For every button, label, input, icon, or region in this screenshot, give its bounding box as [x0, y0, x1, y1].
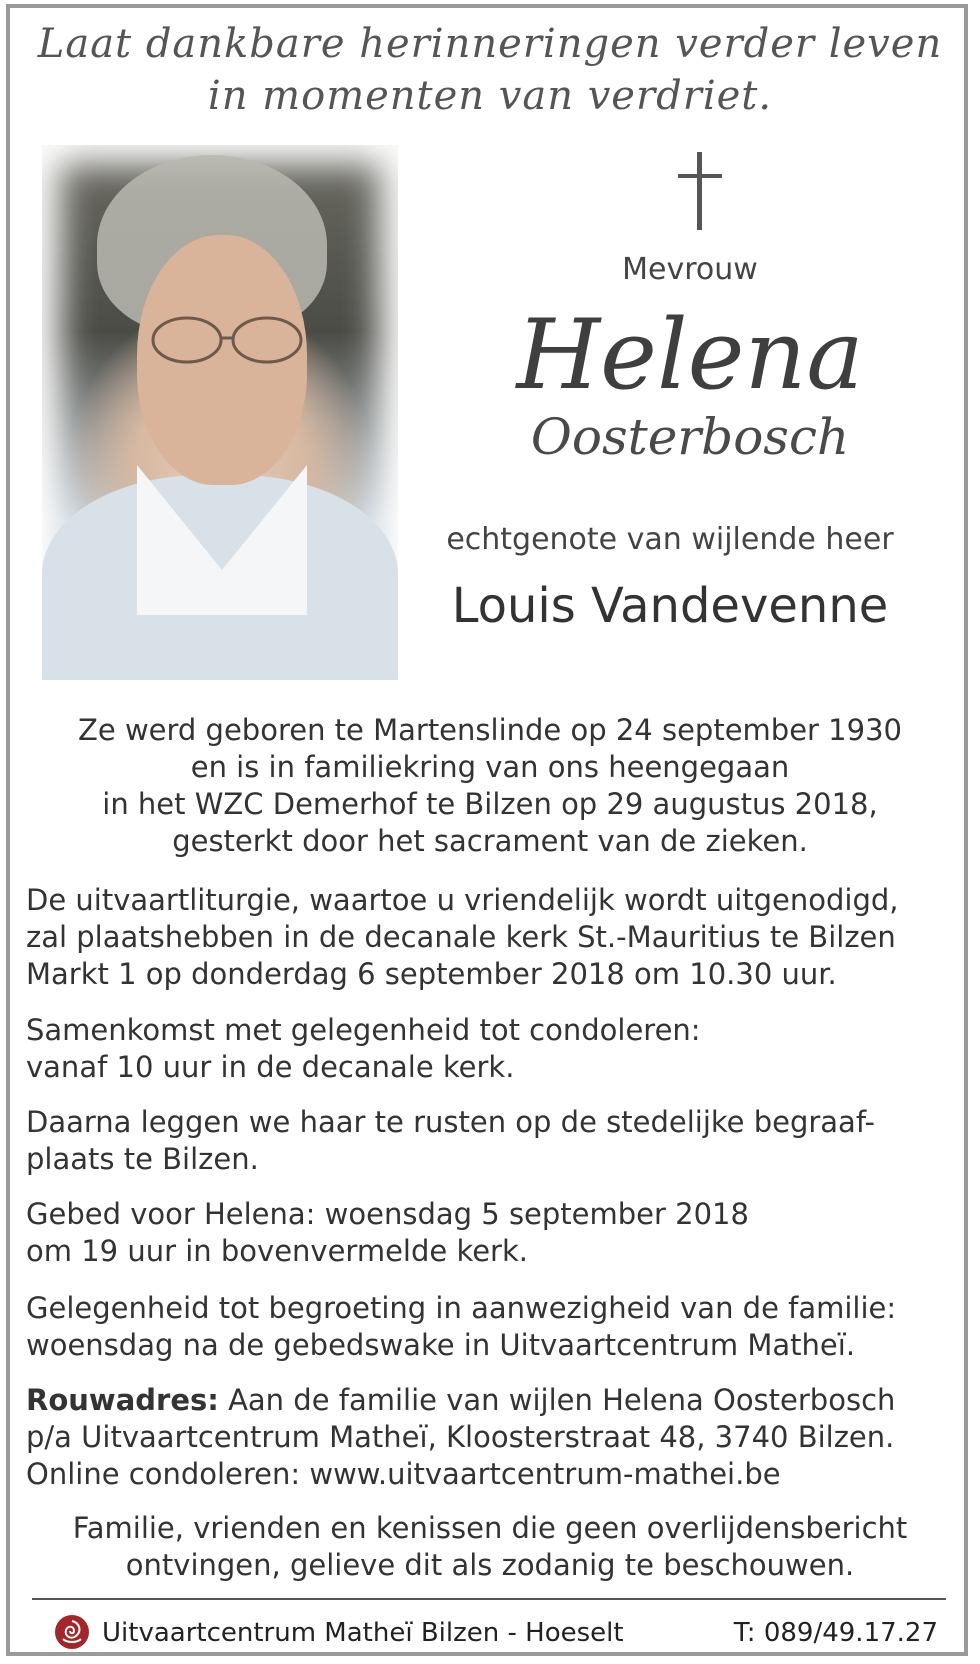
- rose-logo-icon: [54, 1614, 90, 1650]
- greeting-line: Gelegenheid tot begroeting in aanwezigheid van de familie:: [26, 1291, 897, 1325]
- address-paragraph: [26, 1382, 954, 1493]
- spouse-label: echtgenote van wijlende heer: [446, 522, 894, 557]
- condolence-line: Samenkomst met gelegenheid tot condoleren:: [26, 1013, 701, 1047]
- cross-icon: [678, 152, 722, 230]
- funeral-home-name: Uitvaartcentrum Matheï Bilzen - Hoeselt: [102, 1618, 624, 1648]
- spouse-name: Louis Vandevenne: [451, 578, 889, 634]
- closing-line: Familie, vrienden en kenissen die geen overlijdensbericht: [72, 1511, 908, 1545]
- funeral-line: De uitvaartliturgie, waartoe u vriendelijk wordt uitgenodigd,: [26, 883, 899, 917]
- condolence-paragraph: [26, 1012, 954, 1086]
- birth-death-paragraph: [26, 712, 954, 860]
- footer: [50, 1612, 946, 1656]
- prayer-paragraph: [26, 1196, 954, 1270]
- closing-line: ontvingen, gelieve dit als zodanig te beschouwen.: [125, 1548, 855, 1582]
- prayer-date: woensdag 5 september 2018: [315, 1197, 749, 1231]
- prayer-line: om 19 uur in bovenvermelde kerk.: [26, 1234, 528, 1268]
- greeting-paragraph: [26, 1290, 954, 1364]
- funeral-paragraph: [26, 882, 954, 993]
- address-line: p/a Uitvaartcentrum Matheï, Kloosterstraat 48, 3740 Bilzen.: [26, 1420, 895, 1454]
- address-label: Rouwadres:: [26, 1383, 219, 1417]
- motto-line-2: in momenten van verdriet.: [207, 73, 773, 119]
- motto-line-1: Laat dankbare herinneringen verder leven: [37, 21, 943, 67]
- birth-death-line: Ze werd geboren te Martenslinde op 24 september 1930: [78, 713, 902, 747]
- burial-line: Daarna leggen we haar te rusten op de stedelijke begraaf-: [26, 1105, 875, 1139]
- birth-death-line: en is in familiekring van ons heengegaan: [190, 750, 790, 784]
- online-condolence-line: Online condoleren: www.uitvaartcentrum-mathei.be: [26, 1457, 781, 1491]
- birth-death-line: gesterkt door het sacrament van de zieken.: [172, 824, 808, 858]
- prayer-label: Gebed voor Helena:: [26, 1197, 316, 1231]
- funeral-line: zal plaatshebben in de decanale kerk St.-Mauritius te Bilzen: [26, 920, 896, 954]
- portrait-photo: [42, 145, 398, 680]
- greeting-line: woensdag na de gebedswake in Uitvaartcentrum Matheï.: [26, 1328, 856, 1362]
- funeral-line: Markt 1 op donderdag 6 september 2018 om 10.30 uur.: [26, 957, 837, 991]
- deceased-first-name: Helena: [516, 299, 864, 411]
- burial-line: plaats te Bilzen.: [26, 1142, 259, 1176]
- deceased-last-name: Oosterbosch: [530, 408, 850, 466]
- footer-divider: [32, 1598, 946, 1600]
- address-line: Aan de familie van wijlen Helena Oosterbosch: [218, 1383, 896, 1417]
- condolence-line: vanaf 10 uur in de decanale kerk.: [26, 1050, 515, 1084]
- deceased-title: Mevrouw: [622, 252, 758, 287]
- closing-paragraph: [26, 1510, 954, 1584]
- motto: [0, 18, 980, 122]
- funeral-home-phone: T: 089/49.17.27: [733, 1618, 938, 1648]
- birth-death-line: in het WZC Demerhof te Bilzen op 29 augustus 2018,: [102, 787, 878, 821]
- burial-paragraph: [26, 1104, 954, 1178]
